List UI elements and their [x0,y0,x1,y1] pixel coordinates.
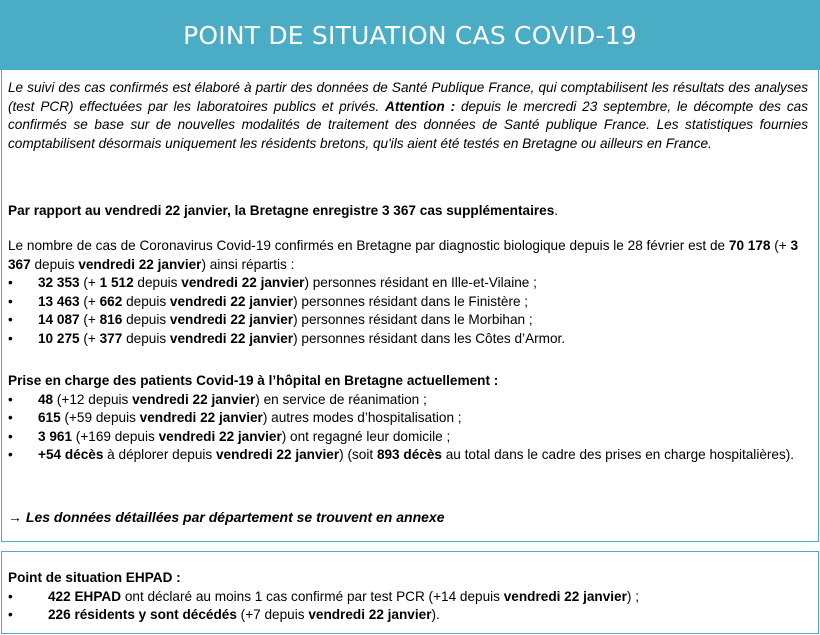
bullet-icon: • [8,447,13,463]
arrow-right-icon: → [8,509,22,525]
cases-list [8,274,808,348]
page-title: POINT DE SITUATION CAS COVID-19 [183,20,637,50]
list-item: • 13 463 (+ 662 depuis vendredi 22 janvier) personnes résidant dans le Finistère ; [8,293,808,312]
cases-section [8,237,808,349]
cases-lead: Le nombre de cas de Coronavirus Covid-19 confirmés en Bretagne par diagnostic biologique depuis le 28 février est de 70 178 (+ 3 367 depuis vendredi 22 janvier) ainsi répartis : [8,238,799,272]
bullet-icon: • [8,607,13,623]
annex-note: → Les données détaillées par département se trouvent en annexe [8,509,445,525]
hospital-list [8,391,808,465]
bullet-icon: • [8,312,13,328]
title-banner [0,0,820,70]
list-item: • +54 décès à déplorer depuis vendredi 22 janvier) (soit 893 décès au total dans le cadre des prises en charge hospitalières). [8,446,808,465]
summary-line: Par rapport au vendredi 22 janvier, la Bretagne enregistre 3 367 cas supplémentaires. [8,203,559,218]
bullet-icon: • [8,428,13,444]
list-item: • 3 961 (+169 depuis vendredi 22 janvier) ont regagné leur domicile ; [8,428,808,447]
list-item: • 226 résidents y sont décédés (+7 depuis vendredi 22 janvier). [8,606,808,625]
bullet-icon: • [8,275,13,291]
list-item: • 615 (+59 depuis vendredi 22 janvier) autres modes d’hospitalisation ; [8,409,808,428]
list-item: • 48 (+12 depuis vendredi 22 janvier) en service de réanimation ; [8,391,808,410]
bullet-icon: • [8,293,13,309]
bullet-icon: • [8,391,13,407]
ehpad-list [8,588,808,625]
bullet-icon: • [8,588,13,604]
ehpad-heading: Point de situation EHPAD : [8,570,181,585]
ehpad-section [8,569,808,625]
attention-label: Attention : [385,98,456,114]
list-item: • 32 353 (+ 1 512 depuis vendredi 22 janvier) personnes résidant en Ille-et-Vilaine ; [8,274,808,293]
hospital-heading: Prise en charge des patients Covid-19 à l’hôpital en Bretagne actuellement : [8,373,499,388]
bullet-icon: • [8,410,13,426]
list-item: • 422 EHPAD ont déclaré au moins 1 cas confirmé par test PCR (+14 depuis vendredi 22 janvier) ; [8,588,808,607]
list-item: • 10 275 (+ 377 depuis vendredi 22 janvier) personnes résidant dans les Côtes d’Armor. [8,330,808,349]
list-item: • 14 087 (+ 816 depuis vendredi 22 janvier) personnes résidant dans le Morbihan ; [8,311,808,330]
hospital-section [8,372,808,465]
intro-paragraph: Le suivi des cas confirmés est élaboré à partir des données de Santé Publique France, qui comptabilisent les résultats des analyses (test PCR) effectuées par les laboratoires publics et privés. Attention : depuis le mercredi 23 septembre, le décompte des cas confirmés se base sur de nouvelles modalités de traitement des données de Santé publique France. Les statistiques fournies comptabilisent désormais uniquement les résidents bretons, qu'ils aient été testés en Bretagne ou ailleurs en France. [8,80,809,151]
bullet-icon: • [8,330,13,346]
